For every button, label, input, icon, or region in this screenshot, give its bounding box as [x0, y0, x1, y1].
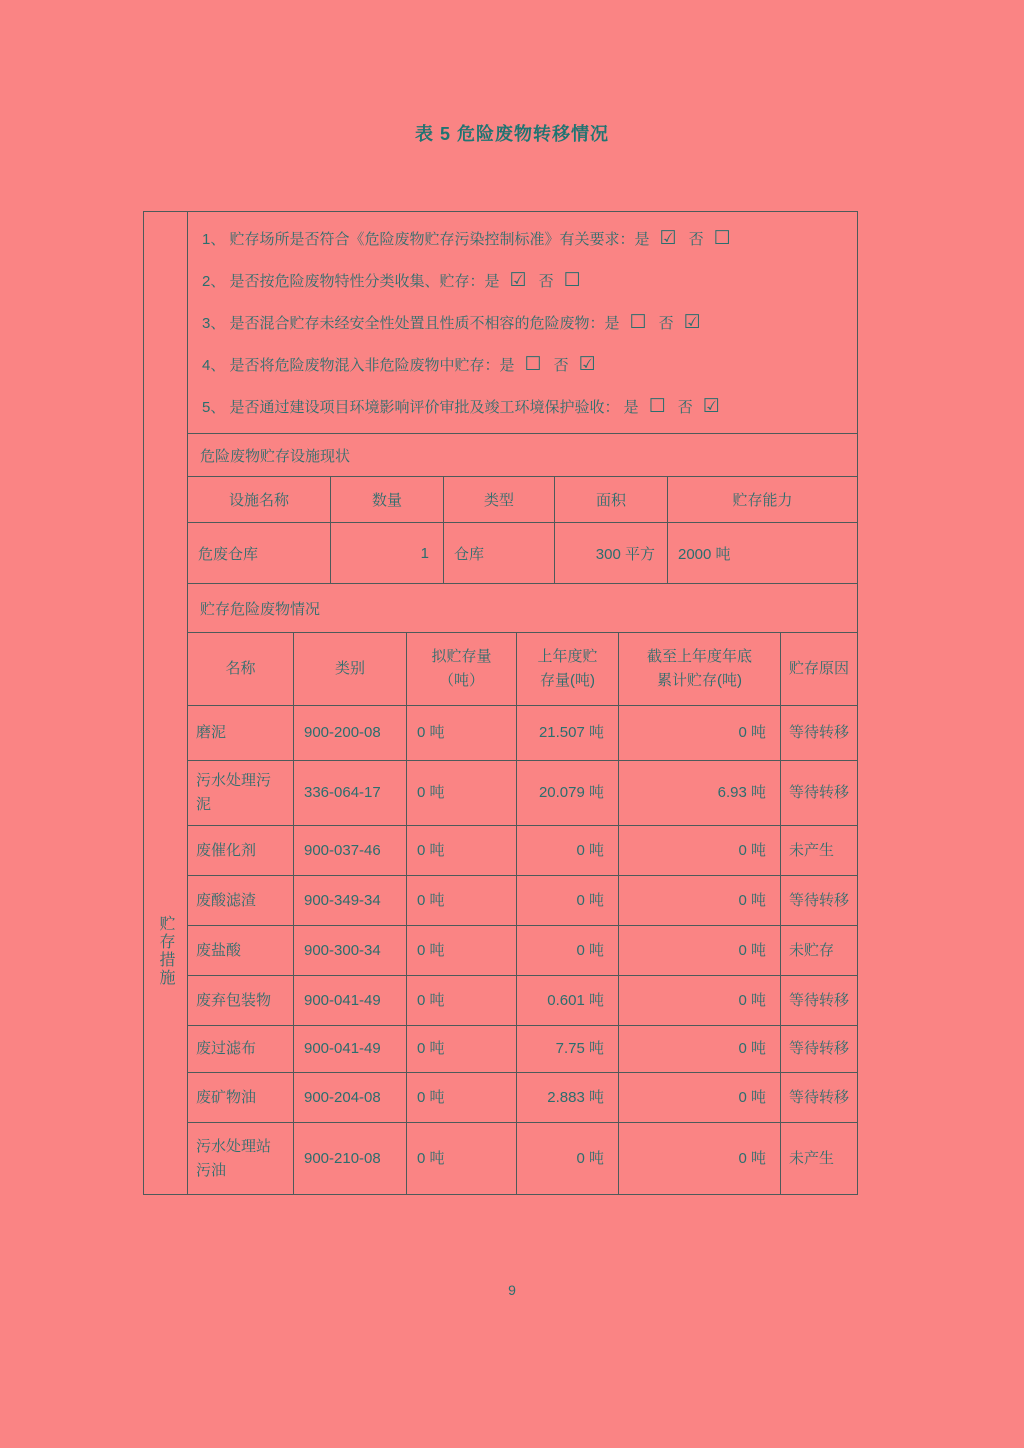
no-label: 否	[658, 314, 674, 332]
waste-planned: 0 吨	[407, 1073, 517, 1122]
waste-reason: 等待转移	[789, 784, 850, 801]
waste-planned: 0 吨	[407, 1123, 517, 1194]
checklist-item-2	[188, 270, 857, 291]
side-label-storage-measures: 贮存措施	[157, 915, 174, 987]
facilities-section-title: 危险废物贮存设施现状	[188, 434, 857, 477]
waste-reason: 未产生	[789, 841, 835, 859]
table-row	[188, 826, 857, 876]
checkbox-yes-icon[interactable]: ☐	[648, 395, 666, 417]
column-header-planned-storage: 拟贮存量 （吨）	[407, 633, 517, 705]
waste-cumulative: 0 吨	[619, 1026, 781, 1072]
waste-section-title: 贮存危险废物情况	[188, 584, 857, 633]
waste-planned: 0 吨	[407, 826, 517, 875]
checklist-item-text: 3、 是否混合贮存未经安全性处置且性质不相容的危险废物：是	[202, 314, 620, 332]
checklist-item-text: 4、 是否将危险废物混入非危险废物中贮存：是	[202, 356, 515, 374]
table-row	[188, 1123, 857, 1194]
waste-cumulative: 0 吨	[619, 926, 781, 975]
column-header-storage-reason: 贮存原因	[788, 660, 849, 677]
column-header-capacity: 贮存能力	[732, 492, 793, 509]
waste-planned: 0 吨	[407, 976, 517, 1025]
facilities-header-row	[188, 477, 857, 523]
no-label: 否	[677, 398, 693, 416]
waste-planned: 0 吨	[407, 1026, 517, 1072]
checkbox-no-icon[interactable]: ☐	[563, 270, 581, 292]
waste-cumulative: 0 吨	[619, 976, 781, 1025]
checklist-item-text: 5、 是否通过建设项目环境影响评价审批及竣工环境保护验收： 是	[202, 398, 639, 416]
waste-code: 900-037-46	[294, 826, 407, 875]
waste-code: 900-204-08	[294, 1073, 407, 1122]
column-header-category: 类别	[294, 633, 407, 705]
waste-reason: 等待转移	[789, 891, 850, 909]
waste-name: 废盐酸	[188, 926, 294, 975]
waste-reason: 等待转移	[789, 724, 850, 741]
column-header-area: 面积	[555, 477, 668, 522]
checklist-item-text: 1、 贮存场所是否符合《危险废物贮存污染控制标准》有关要求：是	[202, 231, 650, 249]
column-header-type: 类型	[444, 477, 555, 522]
waste-name: 废弃包装物	[188, 976, 294, 1025]
waste-reason: 等待转移	[789, 1040, 850, 1057]
waste-reason: 未贮存	[789, 941, 835, 959]
waste-name: 废酸滤渣	[188, 876, 294, 925]
waste-code: 336-064-17	[294, 761, 407, 825]
waste-cumulative: 0 吨	[619, 826, 781, 875]
waste-planned: 0 吨	[407, 761, 517, 825]
table-row	[188, 926, 857, 976]
waste-name: 污水处理污泥	[188, 761, 294, 825]
checklist-item-1	[188, 228, 857, 249]
table-row	[188, 706, 857, 761]
waste-last-year: 2.883 吨	[517, 1073, 619, 1122]
waste-reason: 未产生	[789, 1149, 835, 1167]
checkbox-no-icon[interactable]: ☑	[683, 311, 701, 333]
table-row	[188, 976, 857, 1026]
waste-last-year: 20.079 吨	[517, 761, 619, 825]
waste-name: 废过滤布	[188, 1026, 294, 1072]
checkbox-yes-icon[interactable]: ☐	[524, 353, 542, 375]
waste-cumulative: 0 吨	[619, 1123, 781, 1194]
waste-cumulative: 0 吨	[619, 876, 781, 925]
facility-type: 仓库	[444, 523, 555, 583]
facility-count: 1	[331, 523, 444, 583]
page-number: 9	[508, 1282, 516, 1298]
checklist-item-5	[188, 396, 857, 417]
waste-header-row	[188, 633, 857, 706]
checkbox-yes-icon[interactable]: ☐	[629, 311, 647, 333]
waste-code: 900-210-08	[294, 1123, 407, 1194]
waste-planned: 0 吨	[407, 876, 517, 925]
waste-planned: 0 吨	[407, 926, 517, 975]
no-label: 否	[538, 273, 554, 291]
column-header-cumulative-storage: 截至上年度年底 累计贮存(吨)	[619, 633, 781, 705]
waste-last-year: 0 吨	[517, 926, 619, 975]
table-title: 表 5 危险废物转移情况	[414, 124, 609, 144]
table-content	[188, 212, 857, 1194]
waste-last-year: 0 吨	[517, 1123, 619, 1194]
waste-reason: 等待转移	[789, 991, 850, 1009]
waste-code: 900-041-49	[294, 1026, 407, 1072]
checkbox-yes-icon[interactable]: ☑	[659, 228, 677, 250]
waste-last-year: 21.507 吨	[517, 706, 619, 760]
waste-name: 污水处理站污油	[188, 1123, 294, 1194]
facility-row	[188, 523, 857, 584]
facility-area: 300 平方	[555, 523, 668, 583]
column-header-facility-name: 设施名称	[188, 477, 331, 522]
waste-cumulative: 6.93 吨	[619, 761, 781, 825]
facility-name: 危废仓库	[188, 523, 331, 583]
waste-name: 废矿物油	[188, 1073, 294, 1122]
waste-name: 磨泥	[188, 706, 294, 760]
waste-code: 900-200-08	[294, 706, 407, 760]
waste-cumulative: 0 吨	[619, 1073, 781, 1122]
side-header-cell	[144, 212, 188, 1194]
facility-capacity: 2000 吨	[678, 545, 731, 563]
waste-cumulative: 0 吨	[619, 706, 781, 760]
waste-reason: 等待转移	[789, 1088, 850, 1106]
column-header-count: 数量	[331, 477, 444, 522]
table-row	[188, 1073, 857, 1123]
checklist-item-4	[188, 354, 857, 375]
waste-last-year: 0 吨	[517, 826, 619, 875]
waste-code: 900-349-34	[294, 876, 407, 925]
checklist-item-text: 2、 是否按危险废物特性分类收集、贮存：是	[202, 273, 500, 291]
waste-last-year: 0 吨	[517, 876, 619, 925]
waste-code: 900-300-34	[294, 926, 407, 975]
waste-code: 900-041-49	[294, 976, 407, 1025]
column-header-last-year-storage: 上年度贮 存量(吨)	[517, 633, 619, 705]
waste-last-year: 7.75 吨	[517, 1026, 619, 1072]
no-label: 否	[553, 356, 569, 374]
hazardous-waste-table	[143, 211, 858, 1195]
storage-checklist	[188, 212, 857, 434]
table-row	[188, 1026, 857, 1073]
waste-planned: 0 吨	[407, 706, 517, 760]
table-row	[188, 876, 857, 926]
column-header-name: 名称	[188, 633, 294, 705]
waste-name: 废催化剂	[188, 826, 294, 875]
checkbox-no-icon[interactable]: ☐	[713, 228, 731, 250]
no-label: 否	[688, 231, 704, 249]
checklist-item-3	[188, 312, 857, 333]
checkbox-no-icon[interactable]: ☑	[578, 353, 596, 375]
waste-last-year: 0.601 吨	[517, 976, 619, 1025]
checkbox-no-icon[interactable]: ☑	[702, 395, 720, 417]
table-row	[188, 761, 857, 826]
checkbox-yes-icon[interactable]: ☑	[509, 270, 527, 292]
